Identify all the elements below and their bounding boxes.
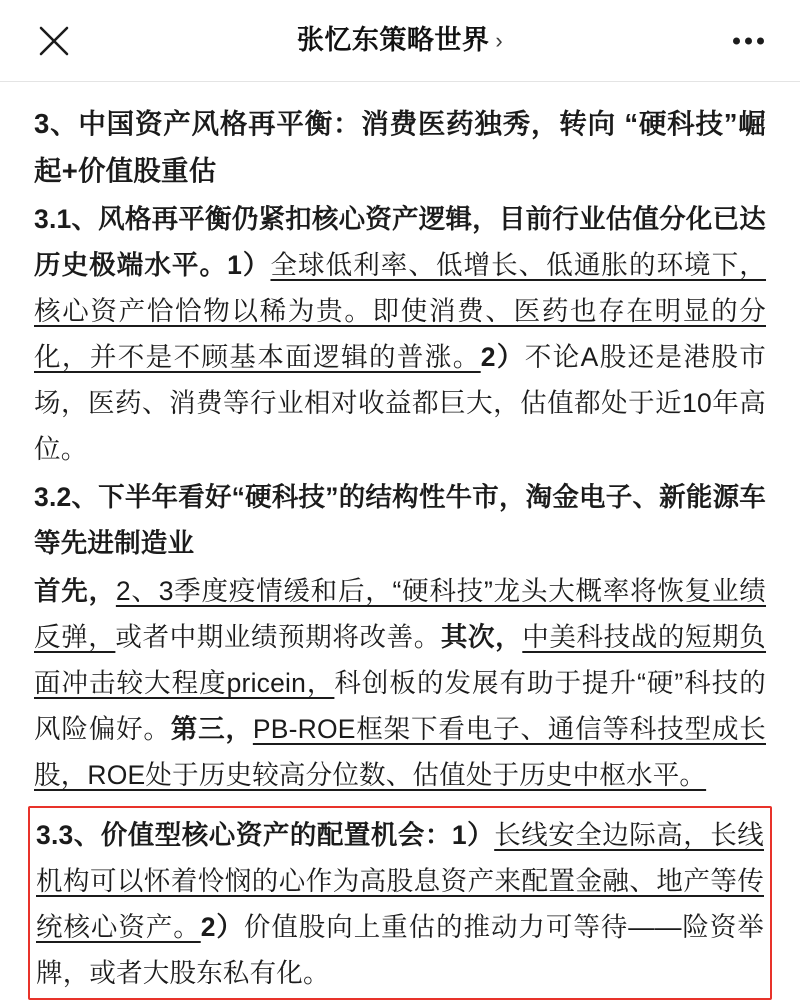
article-body — [0, 82, 800, 1000]
section-3-1-marker-1: 1） — [227, 250, 271, 280]
section-3-1-marker-2: 2） — [480, 342, 525, 372]
section-3-2-first-label: 首先， — [34, 576, 116, 606]
section-3-2-paragraph — [34, 568, 766, 798]
section-3-2-first-rest: 或者中期业绩预期将改善。 — [115, 622, 441, 652]
section-3-3-underlined-1: 长线安全边际高，长线机构可以怀着怜悯的心作为高股息资产来配置金融、地产等传统核心资产。 — [36, 820, 764, 942]
highlight-box-section-3-3 — [28, 806, 772, 1000]
page-title-text: 张忆东策略世界 — [296, 25, 490, 55]
close-icon[interactable] — [36, 23, 72, 59]
section-3-2-second-underlined: 中美科技战的短期负面冲击较大程度pricein， — [34, 622, 767, 698]
section-3-2-third-label: 第三， — [170, 714, 253, 744]
section-3-2-first-underlined: 2、3季度疫情缓和后，“硬科技”龙头大概率将恢复业绩反弹， — [34, 576, 766, 652]
section-3-1-lead: 3.1、风格再平衡仍紧扣核心资产逻辑，目前行业估值分化已达历史极端水平。 — [34, 204, 766, 280]
section-3-2-second-label: 其次， — [440, 622, 523, 652]
section-3-3-rest: 价值股向上重估的推动力可等待——险资举牌，或者大股东私有化。 — [36, 912, 765, 988]
section-3-1-rest: 不论A股还是港股市场，医药、消费等行业相对收益都巨大，估值都处于近10年高位。 — [34, 342, 767, 464]
section-3-2-lead-text: 3.2、下半年看好“硬科技”的结构性牛市，淘金电子、新能源车等先进制造业 — [34, 482, 766, 558]
top-navigation-bar — [0, 0, 800, 82]
section-3-2-second-rest: 科创板的发展有助于提升“硬”科技的风险偏好。 — [34, 668, 766, 744]
more-dot — [745, 37, 752, 44]
section-3-2-lead — [34, 474, 766, 566]
section-3-1-paragraph — [34, 196, 766, 472]
more-options-icon[interactable] — [731, 29, 766, 52]
section-3-3-marker-2: 2） — [200, 912, 244, 942]
section-3-3-lead: 3.3、价值型核心资产的配置机会： — [36, 820, 452, 850]
section-3-heading-line1: 3、中国资产风格再平衡：消费医药独秀，转向 — [34, 108, 616, 139]
section-3-1-underlined-1: 全球低利率、低增长、低通胀的环境下，核心资产恰恰物以稀为贵。即使消费、医药也存在明显的分化，并不是不顾基本面逻辑的普涨。 — [34, 250, 767, 372]
chevron-right-icon: › — [495, 27, 504, 53]
section-3-3-marker-1: 1） — [451, 820, 495, 850]
section-3-3-paragraph — [36, 812, 764, 996]
section-3-2-third-underlined: PB-ROE框架下看电子、通信等科技型成长股，ROE处于历史较高分位数、估值处于历史中枢水平。 — [34, 714, 766, 790]
page-title[interactable] — [297, 27, 503, 54]
more-dot — [757, 37, 764, 44]
section-3-heading — [34, 100, 766, 194]
more-dot — [733, 37, 740, 44]
section-3-heading-line2: “硬科技”崛起+价值股重估 — [34, 108, 766, 186]
